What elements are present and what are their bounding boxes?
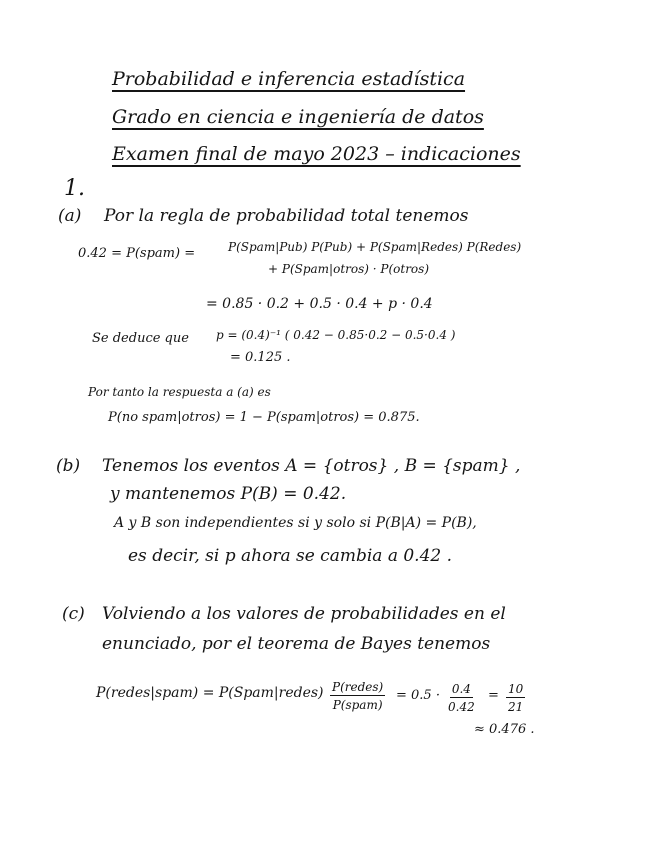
- fraction-10-over-21: [506, 682, 525, 714]
- part-b-line4: es decir, si p ahora se cambia a 0.42 .: [128, 546, 453, 566]
- part-a-label: (a): [58, 206, 82, 226]
- fraction-numerator: P(redes): [332, 680, 384, 694]
- title-course: Probabilidad e inferencia estadística: [112, 68, 466, 90]
- part-b-label: (b): [56, 456, 81, 476]
- answer-eq: P(no spam|otros) = 1 − P(spam|otros) = 0.875.: [108, 410, 420, 425]
- bayes-mid: = 0.5 ·: [396, 688, 440, 703]
- eq1-rhs-line1: P(Spam|Pub) P(Pub) + P(Spam|Redes) P(Redes): [228, 240, 522, 254]
- deduce-eq1: p = (0.4)⁻¹ ( 0.42 − 0.85·0.2 − 0.5·0.4 ): [216, 328, 456, 342]
- part-b-line3: A y B son independientes si y solo si P(B|A) = P(B),: [114, 515, 477, 531]
- part-b-line1: Tenemos los eventos A = {otros} , B = {spam} ,: [102, 456, 521, 476]
- title-degree: Grado en ciencia e ingeniería de datos: [112, 106, 484, 128]
- bayes-approx: ≈ 0.476 .: [474, 722, 535, 737]
- fraction-denominator: 0.42: [448, 700, 475, 714]
- part-c-line2: enunciado, por el teorema de Bayes tenemos: [102, 634, 491, 654]
- part-a-intro: Por la regla de probabilidad total tenemos: [104, 206, 469, 226]
- fraction-denominator: 21: [508, 700, 524, 714]
- question-number: 1.: [64, 176, 85, 201]
- fraction-redes-over-spam: [330, 680, 385, 712]
- part-c-line1: Volviendo a los valores de probabilidades en el: [102, 604, 506, 624]
- title-exam: Examen final de mayo 2023 – indicaciones: [112, 143, 521, 165]
- deduce-eq2: = 0.125 .: [230, 350, 291, 365]
- fraction-numerator: 10: [508, 682, 524, 696]
- fraction-denominator: P(spam): [332, 698, 383, 712]
- eq2: = 0.85 · 0.2 + 0.5 · 0.4 + p · 0.4: [206, 296, 433, 312]
- eq1-lhs: 0.42 = P(spam) =: [78, 246, 196, 261]
- part-b-line2: y mantenemos P(B) = 0.42.: [110, 484, 347, 504]
- bayes-lhs: P(redes|spam) = P(Spam|redes): [96, 685, 324, 701]
- fraction-numerator: 0.4: [451, 682, 471, 696]
- deduce-label: Se deduce que: [92, 331, 189, 346]
- answer-intro: Por tanto la respuesta a (a) es: [88, 385, 271, 399]
- part-c-label: (c): [62, 604, 85, 624]
- fraction-04-over-042: [448, 682, 475, 714]
- eq1-rhs-line2: + P(Spam|otros) · P(otros): [268, 262, 429, 276]
- bayes-equals: =: [488, 688, 499, 703]
